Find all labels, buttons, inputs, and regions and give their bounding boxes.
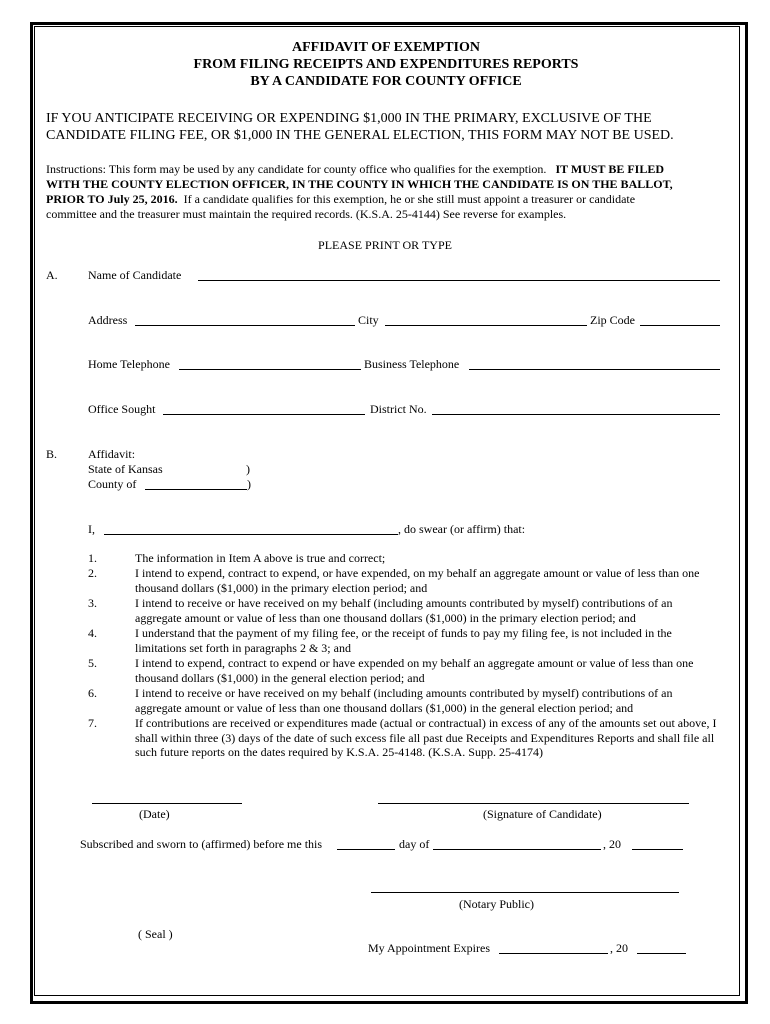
statement-number: 7. bbox=[88, 716, 97, 730]
statement-number: 6. bbox=[88, 686, 97, 700]
instructions-line1 bbox=[46, 162, 664, 177]
statement-number: 1. bbox=[88, 551, 97, 565]
county-paren: ) bbox=[247, 477, 251, 491]
statement-number: 2. bbox=[88, 566, 97, 580]
statement-number: 4. bbox=[88, 626, 97, 640]
instructions-text: Instructions: This form may be used by any candidate for county office who qualifies for the exemption. bbox=[46, 162, 547, 176]
affidavit-label: Affidavit: bbox=[88, 447, 136, 461]
affiant-name-field[interactable] bbox=[104, 534, 398, 535]
date-label: (Date) bbox=[139, 807, 170, 821]
state-paren: ) bbox=[246, 462, 250, 476]
date-signature-line[interactable] bbox=[92, 803, 242, 804]
district-number-field[interactable] bbox=[432, 414, 720, 415]
form-title-line2: FROM FILING RECEIPTS AND EXPENDITURES REPORTS bbox=[193, 57, 579, 72]
office-sought-label: Office Sought bbox=[88, 402, 156, 416]
office-sought-field[interactable] bbox=[163, 414, 365, 415]
city-label: City bbox=[358, 313, 379, 327]
candidate-signature-line[interactable] bbox=[378, 803, 689, 804]
notary-public-label: (Notary Public) bbox=[459, 897, 534, 911]
statement-text: The information in Item A above is true and correct; bbox=[135, 551, 386, 565]
seal-label: ( Seal ) bbox=[138, 927, 173, 941]
sworn-year-prefix: , 20 bbox=[603, 837, 621, 851]
statement-number: 5. bbox=[88, 656, 97, 670]
appointment-year-field[interactable] bbox=[637, 953, 686, 954]
notary-signature-line[interactable] bbox=[371, 892, 679, 893]
affiant-label: I, bbox=[88, 522, 95, 536]
candidate-name-field[interactable] bbox=[198, 280, 720, 281]
county-field[interactable] bbox=[145, 489, 247, 490]
statement-text: I intend to receive or have received on my behalf (including amounts contributed by myself) contributions of an aggregate amount or value of less than one thousand dollars ($1,000) in the general election period; and bbox=[135, 686, 673, 715]
statement-text: I understand that the payment of my filing fee, or the receipt of funds to pay my filing fee, is not included in the limitations set forth in paragraphs 2 & 3; and bbox=[135, 626, 672, 655]
appointment-expires-field[interactable] bbox=[499, 953, 608, 954]
statement-text: If contributions are received or expenditures made (actual or contractual) in excess of any of the amounts set out above, I shall within three (3) days of the date of such excess file all past due Receipts and Expenditures Reports and shall file all such future reports on the dates required by K.S.A. 25-4148. (K.S.A. Supp. 25-4174) bbox=[135, 716, 717, 760]
candidate-name-label: Name of Candidate bbox=[88, 268, 182, 282]
warning-line2: CANDIDATE FILING FEE, OR $1,000 IN THE GENERAL ELECTION, THIS FORM MAY NOT BE USED. bbox=[46, 128, 674, 143]
section-b-letter: B. bbox=[46, 447, 58, 461]
form-title-line3: BY A CANDIDATE FOR COUNTY OFFICE bbox=[250, 74, 522, 89]
print-note: PLEASE PRINT OR TYPE bbox=[318, 238, 452, 252]
appointment-year-prefix: , 20 bbox=[610, 941, 628, 955]
warning-line1: IF YOU ANTICIPATE RECEIVING OR EXPENDING $1,000 IN THE PRIMARY, EXCLUSIVE OF THE bbox=[46, 111, 652, 126]
sworn-month-field[interactable] bbox=[433, 849, 601, 850]
district-number-label: District No. bbox=[370, 402, 427, 416]
sworn-label: Subscribed and sworn to (affirmed) before me this bbox=[80, 837, 323, 851]
section-a-letter: A. bbox=[46, 268, 58, 282]
business-telephone-field[interactable] bbox=[469, 369, 720, 370]
candidate-signature-label: (Signature of Candidate) bbox=[483, 807, 602, 821]
statement-number: 3. bbox=[88, 596, 97, 610]
home-telephone-field[interactable] bbox=[179, 369, 361, 370]
instructions-line4: committee and the treasurer must maintain the required records. (K.S.A. 25-4144) See reverse for examples. bbox=[46, 207, 567, 221]
statement-text: I intend to expend, contract to expend or have expended on my behalf an aggregate amount or value of less than one thousand dollars ($1,000) in the general election period; and bbox=[135, 656, 694, 685]
zip-code-label: Zip Code bbox=[590, 313, 635, 327]
form-title-line1: AFFIDAVIT OF EXEMPTION bbox=[292, 40, 480, 55]
statement-text: I intend to receive or have received on my behalf (including amounts contributed by myself) contributions of an aggregate amount or value of less than one thousand dollars ($1,000) in the primary election period; and bbox=[135, 596, 673, 625]
swear-label: , do swear (or affirm) that: bbox=[398, 522, 526, 536]
sworn-day-field[interactable] bbox=[337, 849, 395, 850]
instructions-line2: WITH THE COUNTY ELECTION OFFICER, IN THE COUNTY IN WHICH THE CANDIDATE IS ON THE BALLOT, bbox=[46, 177, 673, 191]
instructions-text: If a candidate qualifies for this exemption, he or she still must appoint a treasurer or candidate bbox=[183, 192, 636, 206]
business-telephone-label: Business Telephone bbox=[364, 357, 460, 371]
city-field[interactable] bbox=[385, 325, 587, 326]
statement-text: I intend to expend, contract to expend, or have expended, on my behalf an aggregate amount or value of less than one thousand dollars ($1,000) in the primary election period; and bbox=[135, 566, 700, 595]
zip-code-field[interactable] bbox=[640, 325, 720, 326]
appointment-expires-label: My Appointment Expires bbox=[368, 941, 490, 955]
day-of-label: day of bbox=[399, 837, 430, 851]
instructions-deadline: PRIOR TO July 25, 2016. bbox=[46, 192, 178, 206]
address-label: Address bbox=[88, 313, 128, 327]
instructions-emphasis: IT MUST BE FILED bbox=[555, 162, 665, 176]
instructions-line3 bbox=[46, 192, 635, 207]
sworn-year-field[interactable] bbox=[632, 849, 683, 850]
state-label: State of Kansas bbox=[88, 462, 163, 476]
county-label: County of bbox=[88, 477, 137, 491]
address-field[interactable] bbox=[135, 325, 355, 326]
home-telephone-label: Home Telephone bbox=[88, 357, 170, 371]
